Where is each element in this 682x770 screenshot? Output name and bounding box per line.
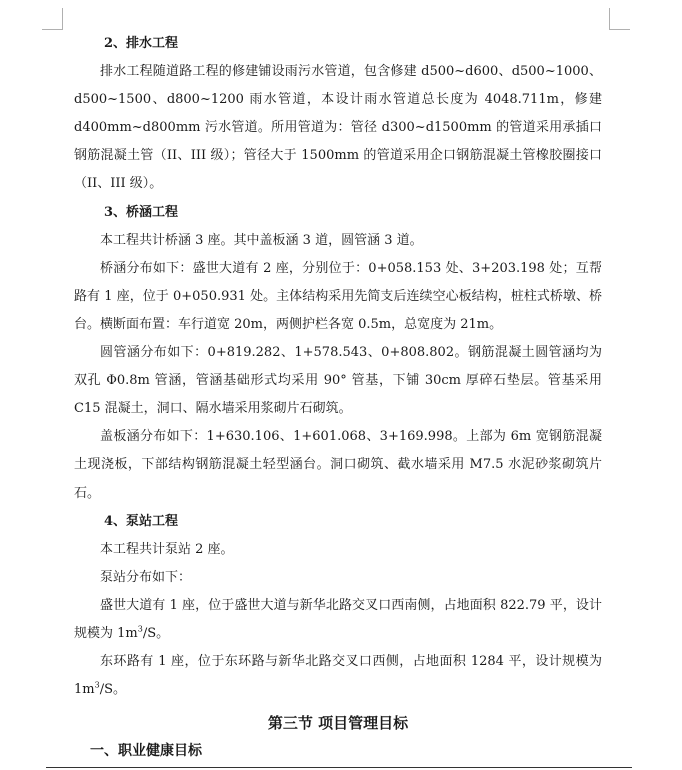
pump-donghuan-text: 东环路有 1 座，位于东环路与新华北路交叉口西侧，占地面积 1284 平，设计规模为 1m xyxy=(74,654,602,698)
paragraph-drainage: 排水工程随道路工程的修建铺设雨污水管道，包含修建 d500~d600、d500~1000、d500~1500、d800~1200 雨水管道，本设计雨水管道总长度为 4048.711m，修建 d400mm~d800mm 污水管道。所用管道为：管径 d300~d1500mm 的管道采用承插口钢筋混凝土管（II、III 级）；管径大于 1500mm 的管道采用企口钢筋混凝土管橡胶圈接口（II、III 级）。 xyxy=(74,64,602,192)
paragraph-pump-count: 本工程共计泵站 2 座。 xyxy=(100,541,234,557)
margin-mark-top-left xyxy=(62,8,63,30)
heading-bridges-culverts: 3、桥涵工程 xyxy=(104,204,179,220)
paragraph-pump-shengshi xyxy=(74,592,602,648)
section-title: 第三节 项目管理目标 xyxy=(267,714,409,733)
paragraph-pump-distribution: 泵站分布如下： xyxy=(100,569,192,585)
pump-donghuan-unit: /S。 xyxy=(99,682,126,698)
paragraph-slab-culverts: 盖板涵分布如下：1+630.106、1+601.068、3+169.998。上部为 6m 宽钢筋混凝土现浇板，下部结构钢筋混凝土轻型涵台。洞口砌筑、截水墙采用 M7.5 水泥砂浆砌筑片石。 xyxy=(74,429,602,501)
margin-mark-top-right xyxy=(609,29,630,30)
superscript-3: 3 xyxy=(137,624,143,634)
paragraph-pipe-culverts: 圆管涵分布如下：0+819.282、1+578.543、0+808.802。钢筋混凝土圆管涵均为双孔 Φ0.8m 管涵，管涵基础形式均采用 90° 管基，下铺 30cm 厚碎石垫层。管基采用 C15 混凝土，洞口、隔水墙采用浆砌片石砌筑。 xyxy=(74,345,602,417)
paragraph-bridge-distribution: 桥涵分布如下：盛世大道有 2 座，分别位于：0+058.153 处、3+203.198 处；互帮路有 1 座，位于 0+050.931 处。主体结构采用先简支后连续空心板结构，桩柱式桥墩、桥台。横断面布置：车行道宽 20m，两侧护栏各宽 0.5m，总宽度为 21m。 xyxy=(74,260,602,332)
pump-shengshi-unit: /S。 xyxy=(142,625,170,641)
heading-drainage: 2、排水工程 xyxy=(104,36,179,51)
pump-shengshi-text: 盛世大道有 1 座，位于盛世大道与新华北路交叉口西南侧，占地面积 822.79 平，设计规模为 1m xyxy=(74,597,602,641)
margin-mark-top-left xyxy=(42,29,63,30)
paragraph-pump-donghuan xyxy=(74,648,602,704)
superscript-3: 3 xyxy=(94,680,100,690)
document-body[interactable] xyxy=(74,30,602,764)
heading-pump-stations: 4、泵站工程 xyxy=(104,513,179,529)
page-bottom-rule xyxy=(46,767,632,768)
paragraph-bridge-count: 本工程共计桥涵 3 座。其中盖板涵 3 道，圆管涵 3 道。 xyxy=(100,232,423,248)
margin-mark-top-right xyxy=(609,8,610,30)
subheading-occupational-health: 一、职业健康目标 xyxy=(90,743,202,760)
